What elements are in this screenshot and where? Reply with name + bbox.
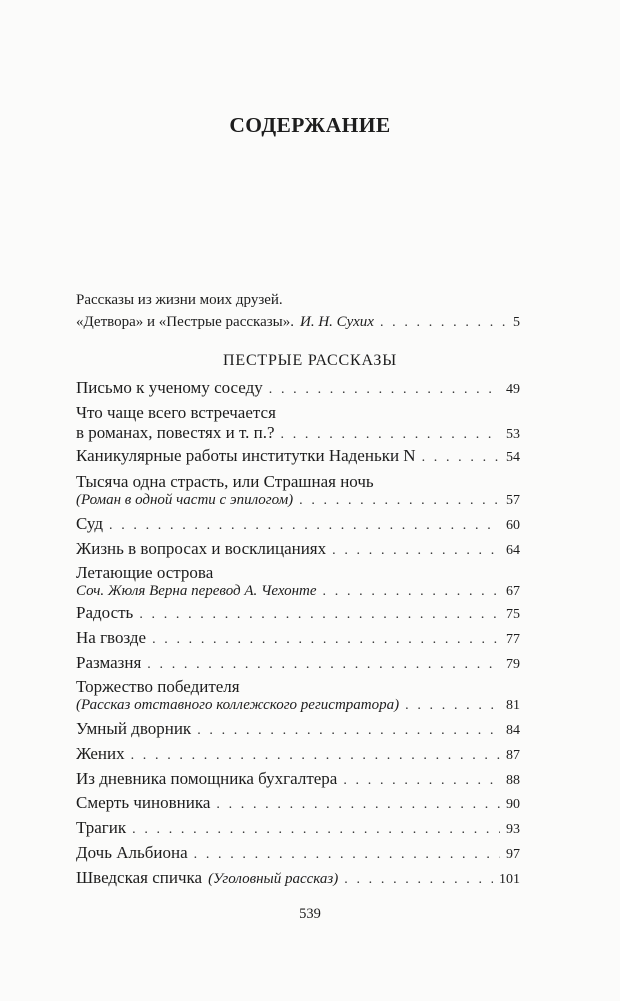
entry-title: Трагик — [76, 818, 127, 837]
entry-title: Письмо к ученому соседу — [76, 378, 263, 397]
entry-title-line: Торжество победителя — [76, 677, 240, 696]
page-ref: 81 — [506, 698, 520, 713]
toc-entry[interactable] — [76, 653, 520, 673]
dot-leader — [109, 518, 500, 534]
dot-leader — [132, 822, 500, 838]
toc-entry[interactable] — [76, 539, 520, 559]
page-title: СОДЕРЖАНИЕ — [229, 113, 391, 137]
entry-title-line: Что чаще всего встречается — [76, 403, 276, 422]
page-ref: 77 — [506, 632, 520, 647]
toc-entry[interactable] — [76, 514, 520, 534]
toc-entry[interactable] — [76, 818, 520, 838]
dot-leader — [269, 382, 500, 398]
page-ref: 64 — [506, 543, 520, 558]
entry-title-line: Летающие острова — [76, 563, 214, 582]
toc-entry[interactable] — [76, 868, 520, 888]
page-ref: 93 — [506, 822, 520, 837]
intro-entry-row — [76, 311, 520, 334]
page-ref: 84 — [506, 723, 520, 738]
page-number: 539 — [299, 906, 321, 922]
toc-entry[interactable] — [76, 472, 520, 509]
dot-leader — [422, 450, 500, 466]
toc-entry[interactable] — [76, 446, 520, 466]
entry-title: Суд — [76, 514, 103, 533]
page-ref: 101 — [499, 872, 520, 887]
intro-entry[interactable] — [76, 289, 520, 334]
intro-author: И. Н. Сухих — [299, 314, 374, 330]
page-ref: 97 — [506, 847, 520, 862]
entry-title: На гвозде — [76, 628, 147, 647]
toc-entry[interactable] — [76, 603, 520, 623]
dot-leader — [299, 493, 500, 509]
dot-leader — [197, 723, 500, 739]
toc-entry[interactable] — [76, 378, 520, 398]
page-ref: 54 — [506, 450, 520, 465]
entry-title: Радость — [76, 603, 134, 622]
page-ref: 75 — [506, 607, 520, 622]
dot-leader — [152, 632, 500, 648]
toc-entry[interactable] — [76, 744, 520, 764]
entry-title: Дочь Альбиона — [76, 843, 188, 862]
section-title: ПЕСТРЫЕ РАССКАЗЫ — [223, 352, 397, 369]
dot-leader — [343, 773, 500, 789]
entry-title: в романах, повестях и т. п.? — [76, 423, 275, 442]
dot-leader — [332, 543, 500, 559]
entry-subtitle: (Уголовный рассказ) — [208, 871, 339, 887]
intro-line: Рассказы из жизни моих друзей. — [76, 292, 283, 308]
toc-entry[interactable] — [76, 563, 520, 600]
entry-title: Шведская спичка — [76, 868, 203, 887]
entry-title: Каникулярные работы институтки Наденьки N — [76, 446, 416, 465]
page-ref: 87 — [506, 748, 520, 763]
toc-entry[interactable] — [76, 793, 520, 813]
page-ref: 90 — [506, 797, 520, 812]
page-ref: 5 — [513, 315, 520, 330]
dot-leader — [281, 427, 501, 443]
entry-subtitle: (Роман в одной части с эпилогом) — [76, 492, 294, 508]
dot-leader — [216, 797, 500, 813]
dot-leader — [147, 657, 500, 673]
entry-title-line: Тысяча одна страсть, или Страшная ночь — [76, 472, 374, 491]
page-ref: 57 — [506, 493, 520, 508]
page-ref: 79 — [506, 657, 520, 672]
toc-entry[interactable] — [76, 677, 520, 714]
entry-title: Умный дворник — [76, 719, 192, 738]
dot-leader — [131, 748, 500, 764]
page-ref: 53 — [506, 427, 520, 442]
page-ref: 67 — [506, 584, 520, 599]
page-ref: 60 — [506, 518, 520, 533]
entry-subtitle: Соч. Жюля Верна перевод А. Чехонте — [76, 583, 317, 599]
toc-entry[interactable] — [76, 769, 520, 789]
dot-leader — [380, 312, 507, 334]
dot-leader — [344, 872, 493, 888]
toc-entry[interactable] — [76, 403, 520, 443]
dot-leader — [139, 607, 500, 623]
page-ref: 88 — [506, 773, 520, 788]
dot-leader — [323, 584, 500, 600]
toc-entry[interactable] — [76, 628, 520, 648]
dot-leader — [194, 847, 500, 863]
entry-title: Из дневника помощника бухгалтера — [76, 769, 338, 788]
entry-title: Смерть чиновника — [76, 793, 211, 812]
entry-title: Жених — [76, 744, 125, 763]
entry-title: Размазня — [76, 653, 142, 672]
dot-leader — [405, 698, 500, 714]
entry-subtitle: (Рассказ отставного коллежского регистратора) — [76, 697, 400, 713]
page-ref: 49 — [506, 382, 520, 397]
toc-entry[interactable] — [76, 843, 520, 863]
intro-title: «Детвора» и «Пестрые рассказы». — [76, 314, 294, 330]
entry-title: Жизнь в вопросах и восклицаниях — [76, 539, 327, 558]
toc-entry[interactable] — [76, 719, 520, 739]
